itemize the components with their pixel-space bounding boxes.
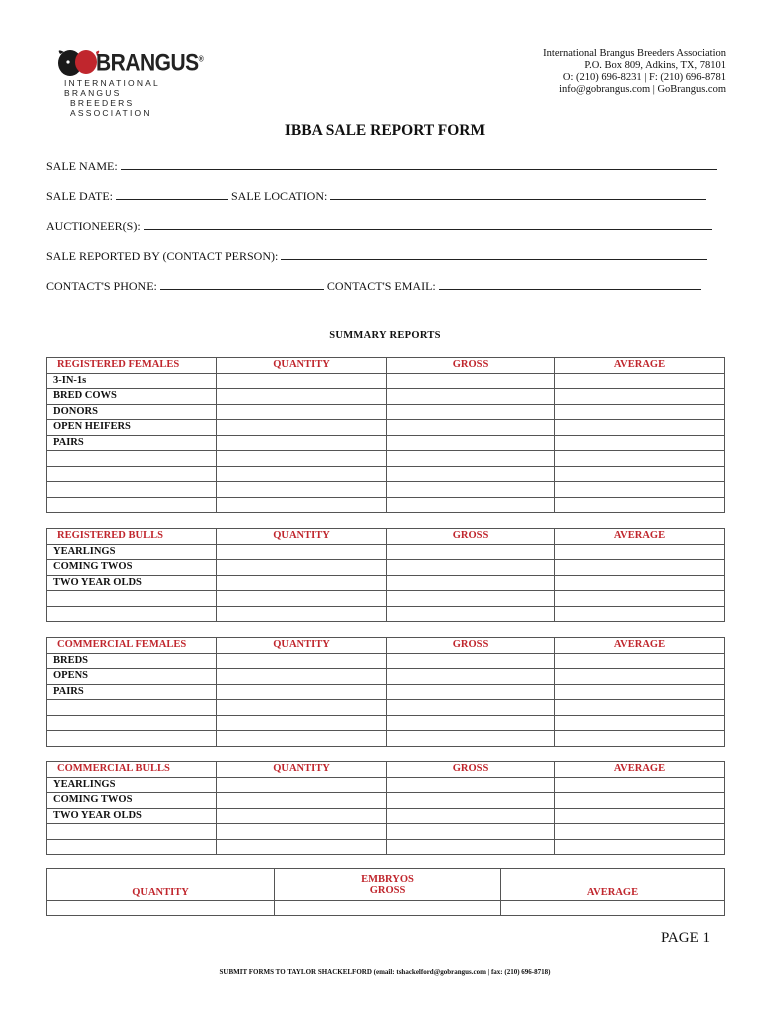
gross-cell[interactable]	[387, 793, 555, 809]
logo-wordmark: BRANGUS®	[96, 50, 204, 77]
sale-name-row	[46, 157, 717, 174]
table-row	[47, 777, 725, 793]
table-row	[47, 793, 725, 809]
gross-cell[interactable]	[387, 700, 555, 716]
row-label: OPEN HEIFERS	[47, 420, 217, 436]
average-header: AVERAGE	[555, 358, 725, 374]
quantity-cell[interactable]	[217, 451, 387, 467]
gross-cell[interactable]	[387, 389, 555, 405]
row-label: BRED COWS	[47, 389, 217, 405]
row-label	[47, 466, 217, 482]
average-header: AVERAGE	[555, 638, 725, 654]
table-row	[47, 591, 725, 607]
reported-by-field[interactable]	[281, 247, 707, 260]
average-cell[interactable]	[555, 404, 725, 420]
quantity-cell[interactable]	[217, 606, 387, 622]
quantity-cell[interactable]	[217, 435, 387, 451]
gross-cell[interactable]	[387, 606, 555, 622]
summary-reports-heading: SUMMARY REPORTS	[329, 330, 441, 341]
quantity-cell[interactable]	[217, 824, 387, 840]
average-cell[interactable]	[555, 731, 725, 747]
average-cell[interactable]	[555, 669, 725, 685]
auctioneer-field[interactable]	[144, 217, 712, 230]
sale-name-field[interactable]	[121, 157, 717, 170]
quantity-header: QUANTITY	[217, 529, 387, 545]
association-address: P.O. Box 809, Adkins, TX, 78101	[584, 60, 726, 71]
gross-cell[interactable]	[387, 731, 555, 747]
row-label: DONORS	[47, 404, 217, 420]
embryos-average-cell[interactable]	[501, 901, 725, 916]
table-header-row	[47, 762, 725, 778]
embryos-average-header: AVERAGE	[501, 869, 725, 901]
reported-by-label: SALE REPORTED BY (CONTACT PERSON):	[46, 249, 279, 263]
quantity-cell[interactable]	[217, 389, 387, 405]
table-header-row	[47, 638, 725, 654]
row-label: YEARLINGS	[47, 544, 217, 560]
quantity-cell[interactable]	[217, 669, 387, 685]
embryos-table	[46, 868, 725, 916]
quantity-cell[interactable]	[217, 544, 387, 560]
table-row	[47, 715, 725, 731]
category-header: COMMERCIAL BULLS	[47, 762, 217, 778]
form-title: IBBA SALE REPORT FORM	[284, 122, 486, 139]
gross-cell[interactable]	[387, 715, 555, 731]
row-label	[47, 824, 217, 840]
association-web: info@gobrangus.com | GoBrangus.com	[559, 84, 726, 95]
row-label: 3-IN-1s	[47, 373, 217, 389]
row-label	[47, 497, 217, 513]
row-label: COMING TWOS	[47, 793, 217, 809]
average-cell[interactable]	[555, 497, 725, 513]
table-row	[47, 482, 725, 498]
row-label: TWO YEAR OLDS	[47, 575, 217, 591]
gross-cell[interactable]	[387, 653, 555, 669]
average-header: AVERAGE	[555, 529, 725, 545]
table-row	[47, 684, 725, 700]
gross-cell[interactable]	[387, 591, 555, 607]
row-label: PAIRS	[47, 684, 217, 700]
row-label	[47, 451, 217, 467]
summary-table	[46, 357, 725, 513]
quantity-cell[interactable]	[217, 575, 387, 591]
gross-cell[interactable]	[387, 435, 555, 451]
table-row	[47, 497, 725, 513]
brangus-logo	[56, 48, 216, 118]
embryos-gross-cell[interactable]	[275, 901, 501, 916]
contact-phone-field[interactable]	[160, 277, 324, 290]
category-header: REGISTERED FEMALES	[47, 358, 217, 374]
average-cell[interactable]	[555, 466, 725, 482]
embryos-quantity-header: QUANTITY	[47, 869, 275, 901]
quantity-cell[interactable]	[217, 777, 387, 793]
table-row	[47, 451, 725, 467]
quantity-cell[interactable]	[217, 731, 387, 747]
table-header-row	[47, 529, 725, 545]
table-row	[47, 560, 725, 576]
quantity-header: QUANTITY	[217, 358, 387, 374]
table-row	[47, 420, 725, 436]
table-row	[47, 606, 725, 622]
embryos-quantity-cell[interactable]	[47, 901, 275, 916]
table-row	[47, 808, 725, 824]
quantity-cell[interactable]	[217, 700, 387, 716]
quantity-cell[interactable]	[217, 497, 387, 513]
gross-header: GROSS	[387, 358, 555, 374]
sale-location-label: SALE LOCATION:	[231, 189, 328, 203]
quantity-cell[interactable]	[217, 591, 387, 607]
contact-email-field[interactable]	[439, 277, 701, 290]
row-label: BREDS	[47, 653, 217, 669]
average-cell[interactable]	[555, 653, 725, 669]
gross-header: GROSS	[387, 762, 555, 778]
quantity-cell[interactable]	[217, 839, 387, 855]
row-label: TWO YEAR OLDS	[47, 808, 217, 824]
average-cell[interactable]	[555, 389, 725, 405]
gross-cell[interactable]	[387, 544, 555, 560]
table-row	[47, 653, 725, 669]
auctioneer-row	[46, 217, 712, 234]
average-cell[interactable]	[555, 575, 725, 591]
table-row	[47, 404, 725, 420]
gross-cell[interactable]	[387, 451, 555, 467]
table-row	[47, 839, 725, 855]
gross-cell[interactable]	[387, 373, 555, 389]
gross-cell[interactable]	[387, 575, 555, 591]
gross-header: GROSS	[387, 529, 555, 545]
average-cell[interactable]	[555, 684, 725, 700]
reported-by-row	[46, 247, 707, 264]
page-number: PAGE 1	[660, 930, 710, 946]
table-row	[47, 373, 725, 389]
logo-subtitle: INTERNATIONAL BRANGUS BREEDERS ASSOCIATION	[64, 78, 160, 118]
gross-cell[interactable]	[387, 466, 555, 482]
row-label: PAIRS	[47, 435, 217, 451]
average-cell[interactable]	[555, 606, 725, 622]
association-name: International Brangus Breeders Association	[543, 48, 726, 59]
gross-cell[interactable]	[387, 560, 555, 576]
row-label	[47, 839, 217, 855]
quantity-cell[interactable]	[217, 466, 387, 482]
embryos-gross-header: GROSS	[369, 884, 406, 896]
summary-table	[46, 761, 725, 855]
average-cell[interactable]	[555, 373, 725, 389]
gross-cell[interactable]	[387, 684, 555, 700]
gross-cell[interactable]	[387, 482, 555, 498]
average-cell[interactable]	[555, 451, 725, 467]
gross-cell[interactable]	[387, 824, 555, 840]
quantity-cell[interactable]	[217, 420, 387, 436]
table-row	[47, 435, 725, 451]
sale-name-label: SALE NAME:	[46, 159, 118, 173]
gross-cell[interactable]	[387, 404, 555, 420]
average-cell[interactable]	[555, 824, 725, 840]
table-row	[47, 824, 725, 840]
average-cell[interactable]	[555, 544, 725, 560]
embryos-title-cell	[275, 869, 501, 901]
summary-table	[46, 637, 725, 747]
average-cell[interactable]	[555, 793, 725, 809]
embryos-title: EMBRYOS	[361, 873, 414, 885]
average-cell[interactable]	[555, 482, 725, 498]
average-cell[interactable]	[555, 839, 725, 855]
quantity-cell[interactable]	[217, 404, 387, 420]
average-cell[interactable]	[555, 560, 725, 576]
quantity-header: QUANTITY	[217, 762, 387, 778]
table-row	[47, 731, 725, 747]
row-label	[47, 700, 217, 716]
contact-row	[46, 277, 701, 294]
quantity-header: QUANTITY	[217, 638, 387, 654]
summary-table	[46, 528, 725, 622]
quantity-cell[interactable]	[217, 373, 387, 389]
table-row	[47, 544, 725, 560]
row-label	[47, 482, 217, 498]
quantity-cell[interactable]	[217, 715, 387, 731]
row-label: COMING TWOS	[47, 560, 217, 576]
average-cell[interactable]	[555, 591, 725, 607]
table-header-row	[47, 358, 725, 374]
row-label	[47, 731, 217, 747]
table-row	[47, 466, 725, 482]
category-header: COMMERCIAL FEMALES	[47, 638, 217, 654]
average-cell[interactable]	[555, 777, 725, 793]
category-header: REGISTERED BULLS	[47, 529, 217, 545]
table-row	[47, 700, 725, 716]
table-row	[47, 389, 725, 405]
quantity-cell[interactable]	[217, 482, 387, 498]
row-label	[47, 715, 217, 731]
row-label: OPENS	[47, 669, 217, 685]
gross-cell[interactable]	[387, 420, 555, 436]
average-cell[interactable]	[555, 700, 725, 716]
submit-footer: SUBMIT FORMS TO TAYLOR SHACKELFORD (email: tshackelford@gobrangus.com | fax: (210) 696-8718)	[219, 968, 551, 976]
quantity-cell[interactable]	[217, 793, 387, 809]
average-cell[interactable]	[555, 808, 725, 824]
contact-email-label: CONTACT'S EMAIL:	[326, 279, 436, 293]
auctioneer-label: AUCTIONEER(S):	[46, 219, 141, 233]
gross-cell[interactable]	[387, 777, 555, 793]
table-row	[47, 575, 725, 591]
average-cell[interactable]	[555, 420, 725, 436]
sale-date-label: SALE DATE:	[46, 189, 113, 203]
row-label	[47, 591, 217, 607]
row-label	[47, 606, 217, 622]
quantity-cell[interactable]	[217, 653, 387, 669]
average-header: AVERAGE	[555, 762, 725, 778]
quantity-cell[interactable]	[217, 808, 387, 824]
quantity-cell[interactable]	[217, 560, 387, 576]
contact-phone-label: CONTACT'S PHONE:	[46, 279, 157, 293]
association-contact-block	[543, 48, 726, 96]
average-cell[interactable]	[555, 715, 725, 731]
average-cell[interactable]	[555, 435, 725, 451]
gross-cell[interactable]	[387, 669, 555, 685]
gross-header: GROSS	[387, 638, 555, 654]
association-phone: O: (210) 696-8231 | F: (210) 696-8781	[562, 72, 726, 83]
table-row	[47, 669, 725, 685]
gross-cell[interactable]	[387, 497, 555, 513]
gross-cell[interactable]	[387, 839, 555, 855]
sale-date-row	[46, 187, 706, 204]
row-label: YEARLINGS	[47, 777, 217, 793]
sale-location-field[interactable]	[330, 187, 706, 200]
gross-cell[interactable]	[387, 808, 555, 824]
sale-date-field[interactable]	[116, 187, 228, 200]
quantity-cell[interactable]	[217, 684, 387, 700]
